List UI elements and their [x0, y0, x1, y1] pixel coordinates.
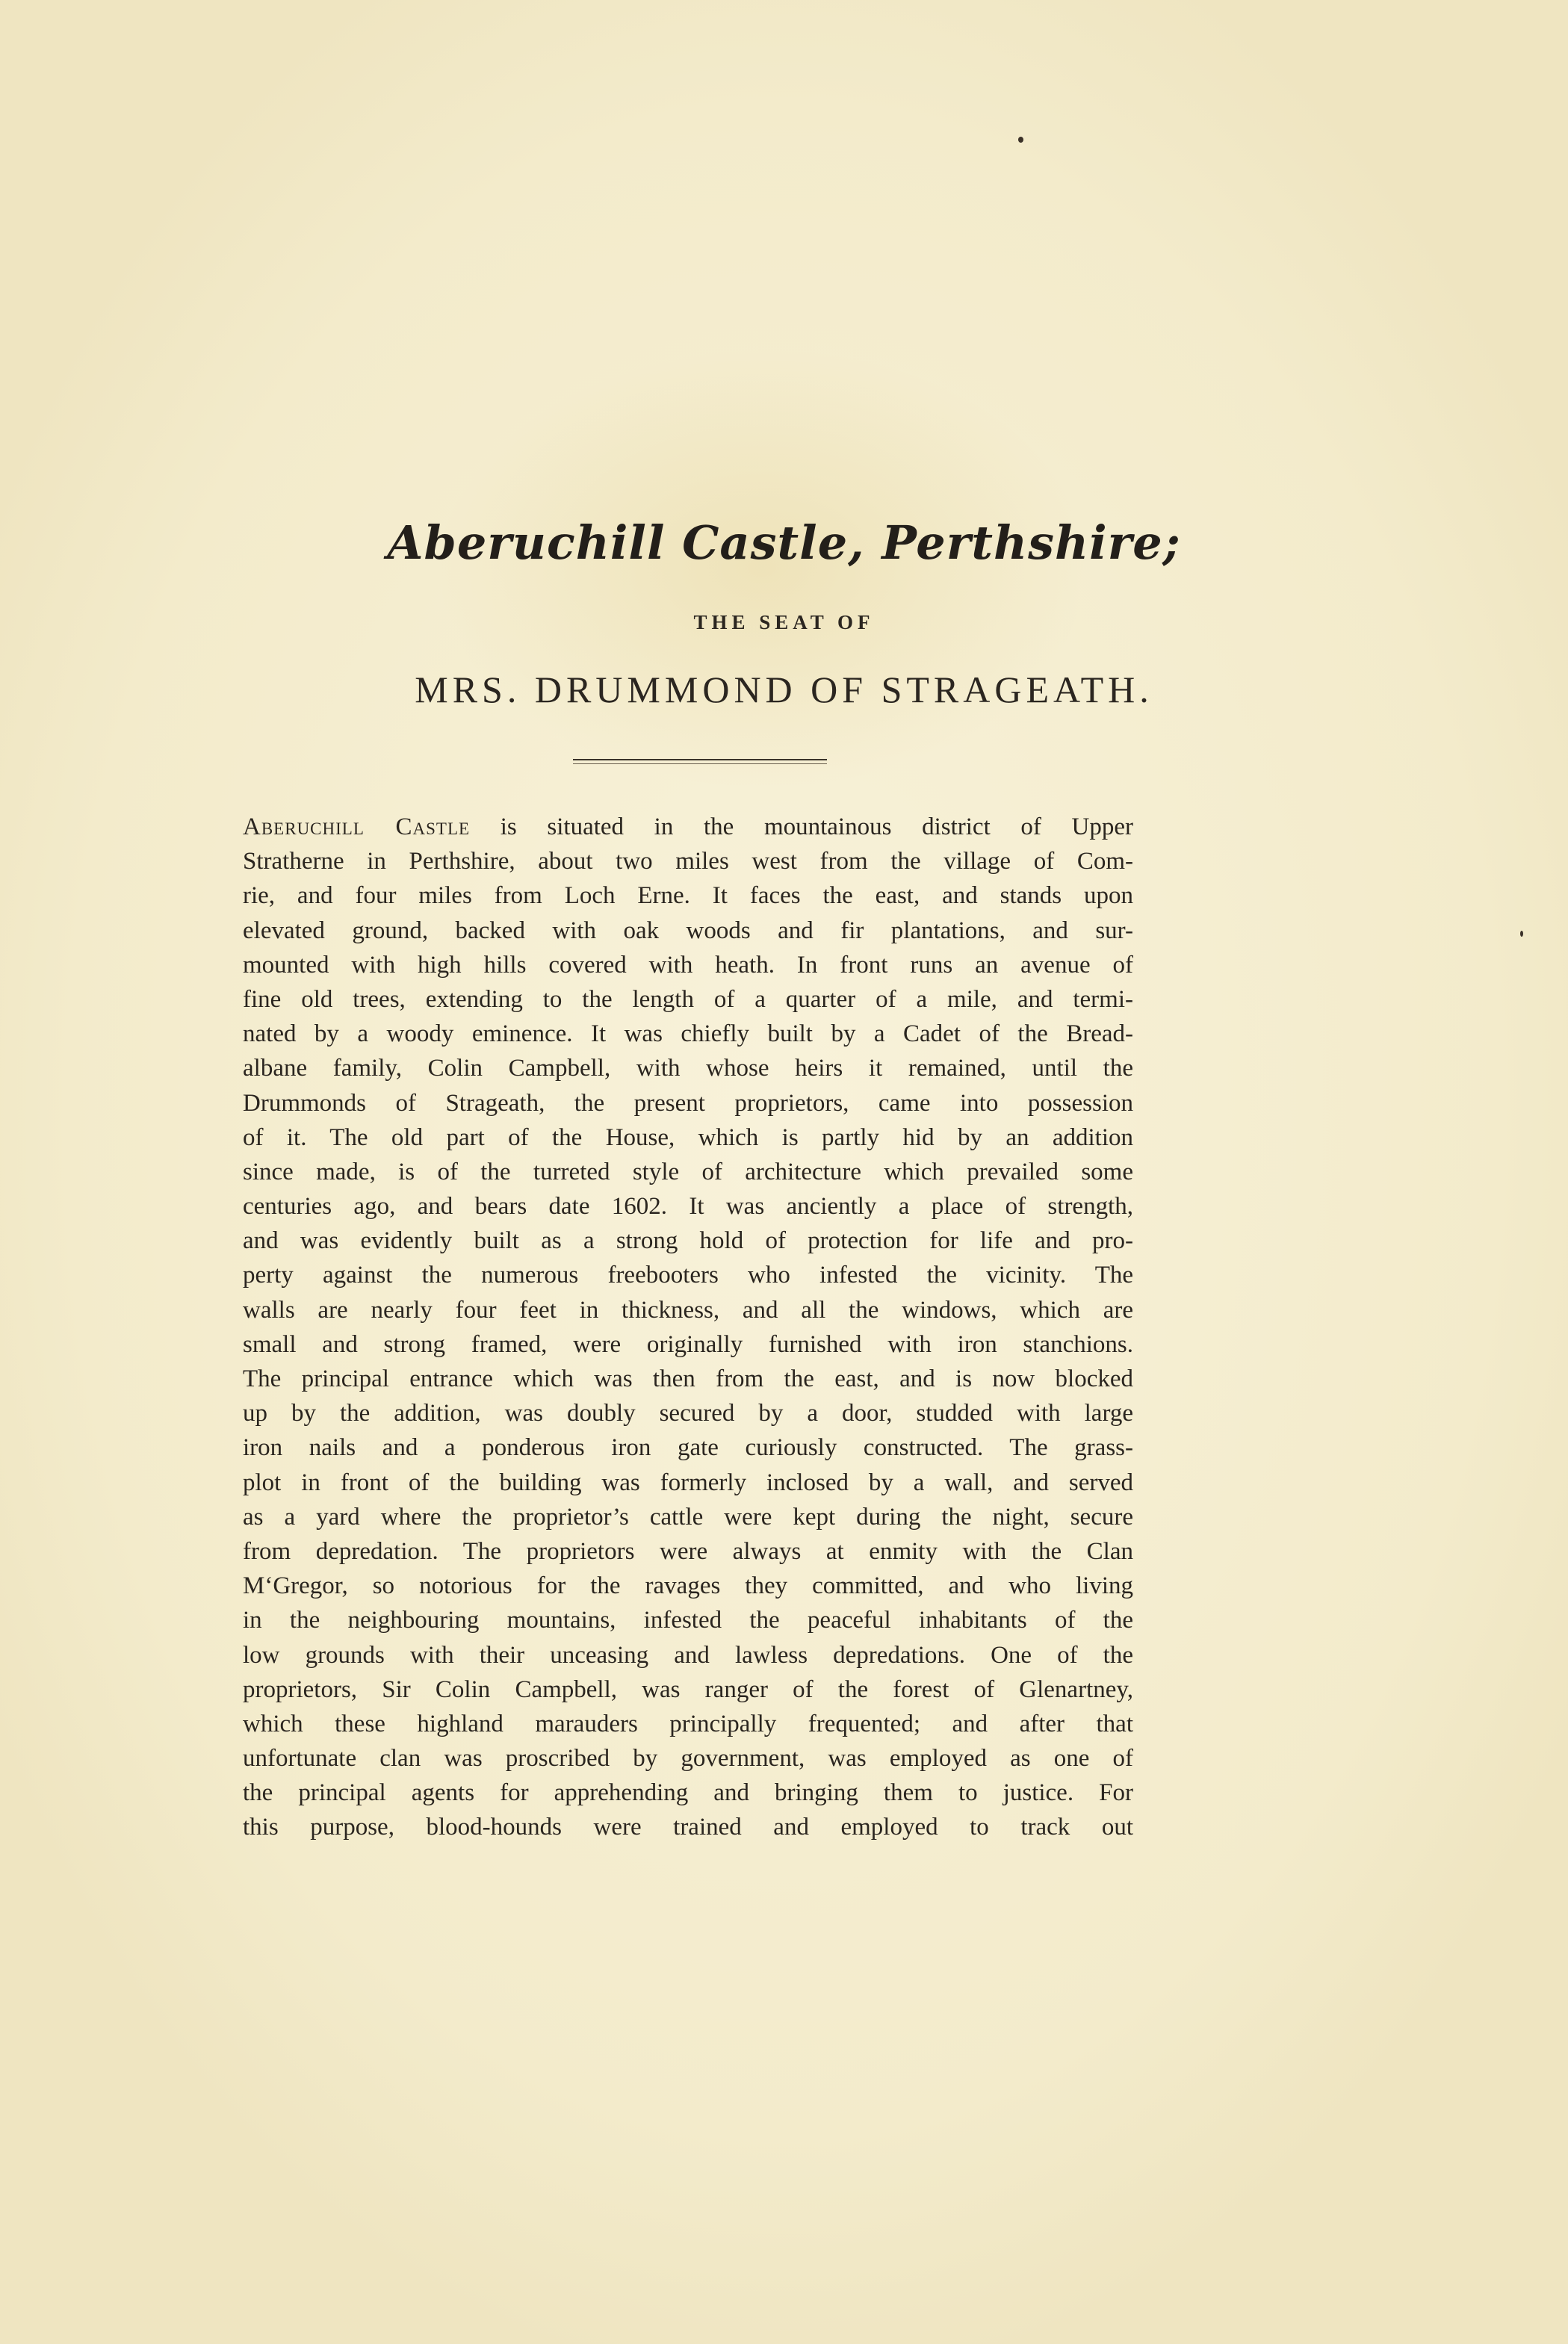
page-title: Aberuchill Castle, Perthshire; — [387, 515, 1181, 570]
text-line: which these highland marauders principally frequented; and after that — [243, 1710, 1133, 1737]
text-line: small and strong framed, were originally furnished with iron stanchions. — [243, 1330, 1133, 1358]
divider-rule-thin — [573, 763, 827, 764]
text-line: iron nails and a ponderous iron gate curiously constructed. The grass- — [243, 1434, 1133, 1462]
text-line: from depredation. The proprietors were always at enmity with the Clan — [243, 1537, 1133, 1565]
text-line: elevated ground, backed with oak woods and fir plantations, and sur- — [243, 917, 1133, 944]
opening-smallcaps: Aberuchill Castle — [243, 813, 471, 840]
text-line: and was evidently built as a strong hold of protection for life and pro- — [243, 1227, 1133, 1255]
text-line: this purpose, blood-hounds were trained and employed to track out — [243, 1814, 1133, 1841]
subtitle-seat-of: THE SEAT OF — [693, 611, 875, 633]
text-line: in the neighbouring mountains, infested the peaceful inhabitants of the — [243, 1607, 1133, 1634]
text-line: of it. The old part of the House, which is partly hid by an addition — [243, 1123, 1133, 1151]
ink-speck — [1520, 931, 1523, 937]
text-line: walls are nearly four feet in thickness, and all the windows, which are — [243, 1296, 1133, 1324]
text-line: plot in front of the building was formerly inclosed by a wall, and served — [243, 1469, 1133, 1496]
owner-heading: MRS. DRUMMOND OF STRAGEATH. — [415, 669, 1153, 710]
text-line: nated by a woody eminence. It was chiefly built by a Cadet of the Bread- — [243, 1020, 1133, 1048]
text-line: since made, is of the turreted style of architecture which prevailed some — [243, 1158, 1133, 1185]
text-line: Stratherne in Perthshire, about two miles west from the village of Com- — [243, 848, 1133, 875]
text-line: centuries ago, and bears date 1602. It was anciently a place of strength, — [243, 1193, 1133, 1221]
text-line: the principal agents for apprehending and bringing them to justice. For — [243, 1779, 1133, 1807]
text-line: albane family, Colin Campbell, with whose heirs it remained, until the — [243, 1055, 1133, 1082]
ink-speck — [1018, 137, 1023, 143]
text-line: M‘Gregor, so notorious for the ravages they committed, and who living — [243, 1572, 1133, 1600]
text-line: unfortunate clan was proscribed by government, was employed as one of — [243, 1745, 1133, 1773]
text-line: as a yard where the proprietor’s cattle were kept during the night, secure — [243, 1503, 1133, 1531]
text-line: rie, and four miles from Loch Erne. It faces the east, and stands upon — [243, 882, 1133, 910]
text-line: proprietors, Sir Colin Campbell, was ranger of the forest of Glenartney, — [243, 1675, 1133, 1703]
text-line: Drummonds of Strageath, the present proprietors, came into possession — [243, 1089, 1133, 1117]
divider-rule — [573, 759, 827, 760]
text-line: mounted with high hills covered with heath. In front runs an avenue of — [243, 951, 1133, 979]
text-line: perty against the numerous freebooters who infested the vicinity. The — [243, 1262, 1133, 1289]
body-paragraph — [243, 810, 1133, 1845]
text-line: low grounds with their unceasing and lawless depredations. One of the — [243, 1641, 1133, 1669]
text-line: Aberuchill Castle is situated in the mountainous district of Upper — [243, 813, 1133, 840]
text-line: fine old trees, extending to the length of a quarter of a mile, and termi- — [243, 985, 1133, 1013]
text-line: The principal entrance which was then from the east, and is now blocked — [243, 1365, 1133, 1392]
text-line: up by the addition, was doubly secured by a door, studded with large — [243, 1400, 1133, 1427]
